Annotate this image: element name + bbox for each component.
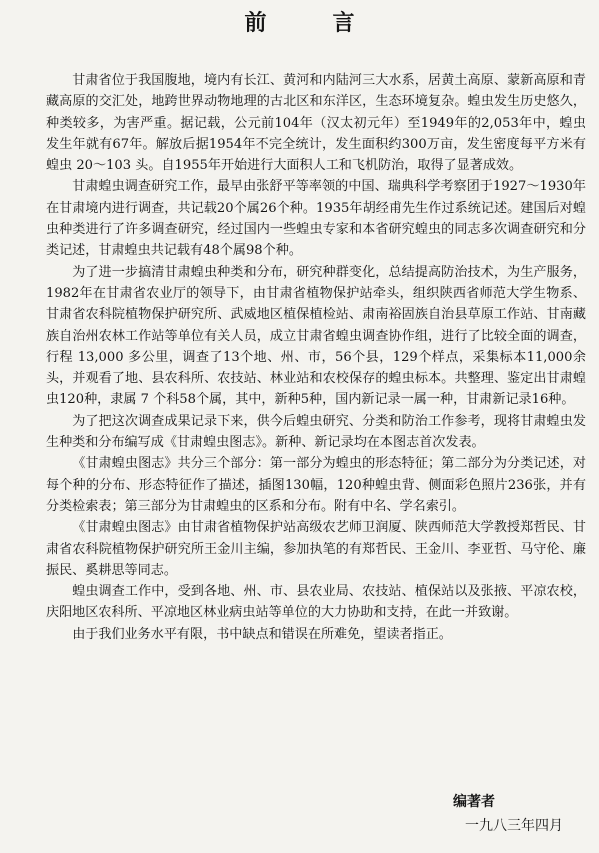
paragraph: 蝗虫调查工作中，受到各地、州、市、县农业局、农技站、植保站以及张掖、平凉农校，庆阳地区农科所、平凉地区林业病虫站等单位的大力协助和支持，在此一并致谢。: [46, 584, 586, 621]
signature: [413, 790, 563, 838]
page-title: 前 言: [244, 10, 377, 36]
signature-author: 编著者: [453, 794, 495, 810]
paragraph: 甘肃省位于我国腹地，境内有长江、黄河和内陆河三大水系，居黄土高原、蒙新高原和青藏高原的交汇处，地跨世界动物地理的古北区和东洋区，生态环境复杂。蝗虫发生历史悠久，种类较多，为害严重。据记载，公元前104年（汉太初元年）至1949年的2,053年中，蝗虫发生年就有67年。解放后据1954年不完全统计，发生面积约300万亩，发生密度每平方米有蝗虫 20～103 头。自1955年开始进行大面积人工和飞机防治，取得了显著成效。: [46, 73, 586, 174]
paragraph: 《甘肃蝗虫图志》共分三个部分：第一部分为蝗虫的形态特征；第二部分为分类记述，对每个种的分布、形态特征作了描述，插图130幅，120种蝗虫背、侧面彩色照片236张，并有分类检索表；第三部分为甘肃蝗虫的区系和分布。附有中名、学名索引。: [46, 456, 586, 514]
paragraph: 甘肃蝗虫调查研究工作，最早由张舒平等率领的中国、瑞典科学考察团于1927～1930年在甘肃境内进行调查，共记载20个属26个种。1935年胡经甫先生作过系统记述。建国后对蝗虫种类进行了许多调查研究，经过国内一些蝗虫专家和本省研究蝗虫的同志多次调查研究和分类记述，甘肃蝗虫共记载有48个属98个种。: [46, 179, 586, 259]
signature-date: 一九八三年四月: [465, 818, 563, 834]
paragraph: 由于我们业务水平有限，书中缺点和错误在所难免，望读者指正。: [72, 626, 452, 642]
paragraph: 为了把这次调查成果记录下来，供今后蝗虫研究、分类和防治工作参考，现将甘肃蝗虫发生种类和分布编写成《甘肃蝗虫图志》。新种、新记录均在本图志首次发表。: [46, 413, 586, 451]
preface-body: [46, 70, 586, 645]
paragraph: 为了进一步搞清甘肃蝗虫种类和分布，研究种群变化，总结提高防治技术，为生产服务，1982年在甘肃省农业厅的领导下，由甘肃省植物保护站牵头，组织陕西省师范大学生物系、甘肃省农科院植物保护研究所、武威地区植保植检站、肃南裕固族自治县草原工作站、甘南藏族自治州农林工作站等单位有关人员，成立甘肃省蝗虫调查协作组，进行了比较全面的调查，行程 13,000 多公里，调查了13个地、州、市，56个县，129个样点，采集标本11,000余头，并观看了地、县农科所、农技站、林业站和农校保存的蝗虫标本。共整理、鉴定出甘肃蝗虫120种，隶属 7 个科58个属，其中，新种5种，国内新记录一属一种，甘肃新记录16种。: [46, 264, 586, 408]
paragraph: 《甘肃蝗虫图志》由甘肃省植物保护站高级农艺师卫润厦、陕西师范大学教授郑哲民、甘肃省农科院植物保护研究所王金川主编，参加执笔的有郑哲民、王金川、李亚哲、马守伦、廉振民、奚耕思等同志。: [46, 520, 586, 578]
